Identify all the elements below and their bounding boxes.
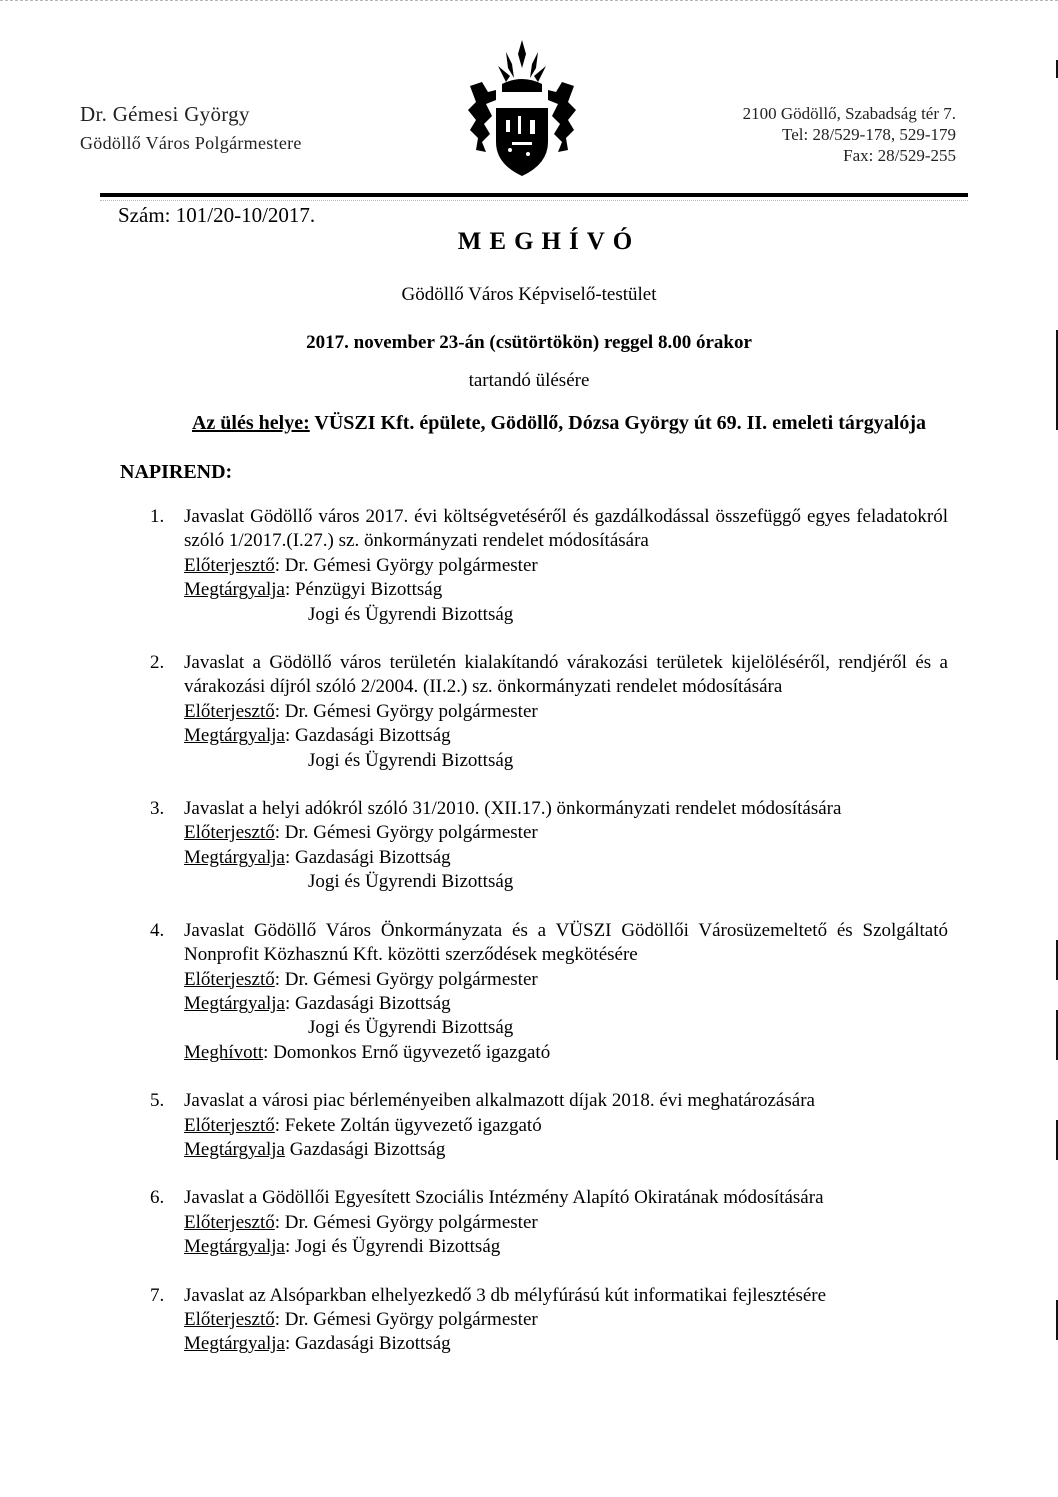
- agenda-item-number: 6.: [150, 1187, 165, 1209]
- agenda-item: [148, 1186, 948, 1259]
- agenda-list: [148, 505, 948, 1381]
- presenter-value: : Fekete Zoltán ügyvezető igazgató: [274, 1114, 542, 1136]
- agenda-item-number: 3.: [150, 798, 165, 820]
- addressee-body: Gödöllő Város Képviselő-testület: [401, 284, 657, 305]
- venue-value: VÜSZI Kft. épülete, Gödöllő, Dózsa György út 69. II. emeleti tárgyalója: [309, 412, 926, 434]
- committee-row: [184, 1138, 948, 1162]
- presenter-row: [184, 821, 948, 845]
- agenda-item-number: 4.: [150, 919, 165, 941]
- committee-row: [184, 724, 948, 748]
- discussed-by-label: Megtárgyalja: [184, 992, 285, 1014]
- committee-row: [184, 846, 948, 870]
- fax: Fax: 28/529-255: [843, 146, 956, 165]
- meeting-subline: tartandó ülésére: [468, 370, 590, 391]
- agenda-item-text: Javaslat a Gödöllő város területén kialakítandó várakozási területek kijelöléséről, rendjéről és a várakozási díjról szóló 2/2004. (II.2.) sz. önkormányzati rendelet módosítására: [184, 652, 948, 698]
- presenter-label: Előterjesztő: [184, 968, 275, 990]
- agenda-item: [148, 651, 948, 773]
- committee-row: [184, 992, 948, 1016]
- discussed-by-label: Megtárgyalja: [184, 1236, 285, 1258]
- agenda-item: [148, 1284, 948, 1357]
- scan-artifact-top: [0, 0, 1058, 9]
- committee-value: Gazdasági Bizottság: [284, 1138, 446, 1160]
- invited-row: [184, 1041, 948, 1065]
- agenda-item: [148, 919, 948, 1065]
- agenda-item-number: 1.: [150, 506, 165, 527]
- meeting-date: 2017. november 23-án (csütörtökön) reggel 8.00 órakor: [306, 332, 752, 353]
- agenda-item-text: Javaslat Gödöllő Város Önkormányzata és a VÜSZI Gödöllői Városüzemeltető és Szolgáltató Nonprofit Közhasznú Kft. közötti szerződések megkötésére: [184, 919, 948, 966]
- agenda-item-text: Javaslat az Alsóparkban elhelyezkedő 3 db mélyfúrású kút informatikai fejlesztésére: [184, 1284, 827, 1306]
- presenter-value: : Dr. Gémesi György polgármester: [274, 700, 538, 722]
- letterhead-sender: [80, 100, 302, 156]
- document-title: MEGHÍVÓ: [457, 228, 641, 255]
- agenda-heading: NAPIREND:: [120, 461, 233, 483]
- agenda-item-text: Javaslat Gödöllő város 2017. évi költségvetéséről és gazdálkodással összefüggő egyes feladatokról szóló 1/2017.(I.27.) sz. önkormányzati rendelet módosítására: [184, 506, 948, 552]
- committee-value: : Gazdasági Bizottság: [284, 725, 451, 747]
- presenter-value: : Dr. Gémesi György polgármester: [274, 968, 538, 990]
- letterhead-contact: [743, 103, 956, 166]
- presenter-row: [184, 1114, 948, 1138]
- presenter-value: : Dr. Gémesi György polgármester: [274, 554, 538, 576]
- committee-row: Jogi és Ügyrendi Bizottság: [308, 749, 514, 771]
- committee-value: : Gazdasági Bizottság: [284, 992, 451, 1014]
- coat-of-arms-icon: [462, 38, 582, 178]
- agenda-item: [148, 797, 948, 895]
- presenter-value: : Dr. Gémesi György polgármester: [274, 1211, 538, 1233]
- invited-label: Meghívott: [184, 1041, 264, 1063]
- committee-row: Jogi és Ügyrendi Bizottság: [308, 1017, 514, 1039]
- presenter-row: [184, 1308, 948, 1332]
- presenter-label: Előterjesztő: [184, 554, 275, 576]
- committee-row: [184, 578, 948, 602]
- agenda-item-text: Javaslat a városi piac bérleményeiben alkalmazott díjak 2018. évi meghatározására: [184, 1090, 815, 1112]
- discussed-by-label: Megtárgyalja: [184, 579, 285, 601]
- committee-row: Jogi és Ügyrendi Bizottság: [308, 871, 514, 893]
- meeting-venue: [0, 412, 1058, 435]
- presenter-row: [184, 700, 948, 724]
- discussed-by-label: Megtárgyalja: [184, 1138, 285, 1160]
- venue-label: Az ülés helye:: [191, 412, 310, 434]
- committee-value: : Gazdasági Bizottság: [284, 846, 451, 868]
- sender-name: Dr. Gémesi György: [80, 102, 250, 126]
- agenda-item: [148, 505, 948, 627]
- header-divider: [100, 193, 968, 197]
- committee-value: : Gazdasági Bizottság: [284, 1333, 451, 1355]
- presenter-label: Előterjesztő: [184, 822, 275, 844]
- sender-title: Gödöllő Város Polgármestere: [80, 133, 302, 153]
- committee-value: : Jogi és Ügyrendi Bizottság: [284, 1236, 501, 1258]
- agenda-item-number: 5.: [150, 1090, 165, 1112]
- agenda-item-number: 7.: [150, 1284, 165, 1306]
- discussed-by-label: Megtárgyalja: [184, 846, 285, 868]
- presenter-row: [184, 554, 948, 578]
- presenter-label: Előterjesztő: [184, 1114, 275, 1136]
- agenda-item: [148, 1089, 948, 1162]
- presenter-label: Előterjesztő: [184, 1308, 275, 1330]
- committee-row: [184, 1235, 948, 1259]
- agenda-item-text: Javaslat a helyi adókról szóló 31/2010. (XII.17.) önkormányzati rendelet módosítására: [184, 798, 842, 820]
- reference-number: Szám: 101/20-10/2017.: [118, 203, 316, 227]
- presenter-value: : Dr. Gémesi György polgármester: [274, 822, 538, 844]
- presenter-row: [184, 1211, 948, 1235]
- invited-value: : Domonkos Ernő ügyvezető igazgató: [263, 1041, 551, 1063]
- presenter-label: Előterjesztő: [184, 700, 275, 722]
- agenda-item-number: 2.: [150, 652, 165, 674]
- committee-row: [184, 1332, 948, 1356]
- presenter-row: [184, 968, 948, 992]
- committee-value: : Pénzügyi Bizottság: [284, 579, 443, 601]
- phone: Tel: 28/529-178, 529-179: [782, 125, 956, 144]
- presenter-value: : Dr. Gémesi György polgármester: [274, 1308, 538, 1330]
- discussed-by-label: Megtárgyalja: [184, 725, 285, 747]
- agenda-item-text: Javaslat a Gödöllői Egyesített Szociális Intézmény Alapító Okiratának módosítására: [184, 1187, 824, 1209]
- address: 2100 Gödöllő, Szabadság tér 7.: [742, 104, 956, 123]
- presenter-label: Előterjesztő: [184, 1211, 275, 1233]
- committee-row: Jogi és Ügyrendi Bizottság: [308, 603, 514, 625]
- discussed-by-label: Megtárgyalja: [184, 1333, 285, 1355]
